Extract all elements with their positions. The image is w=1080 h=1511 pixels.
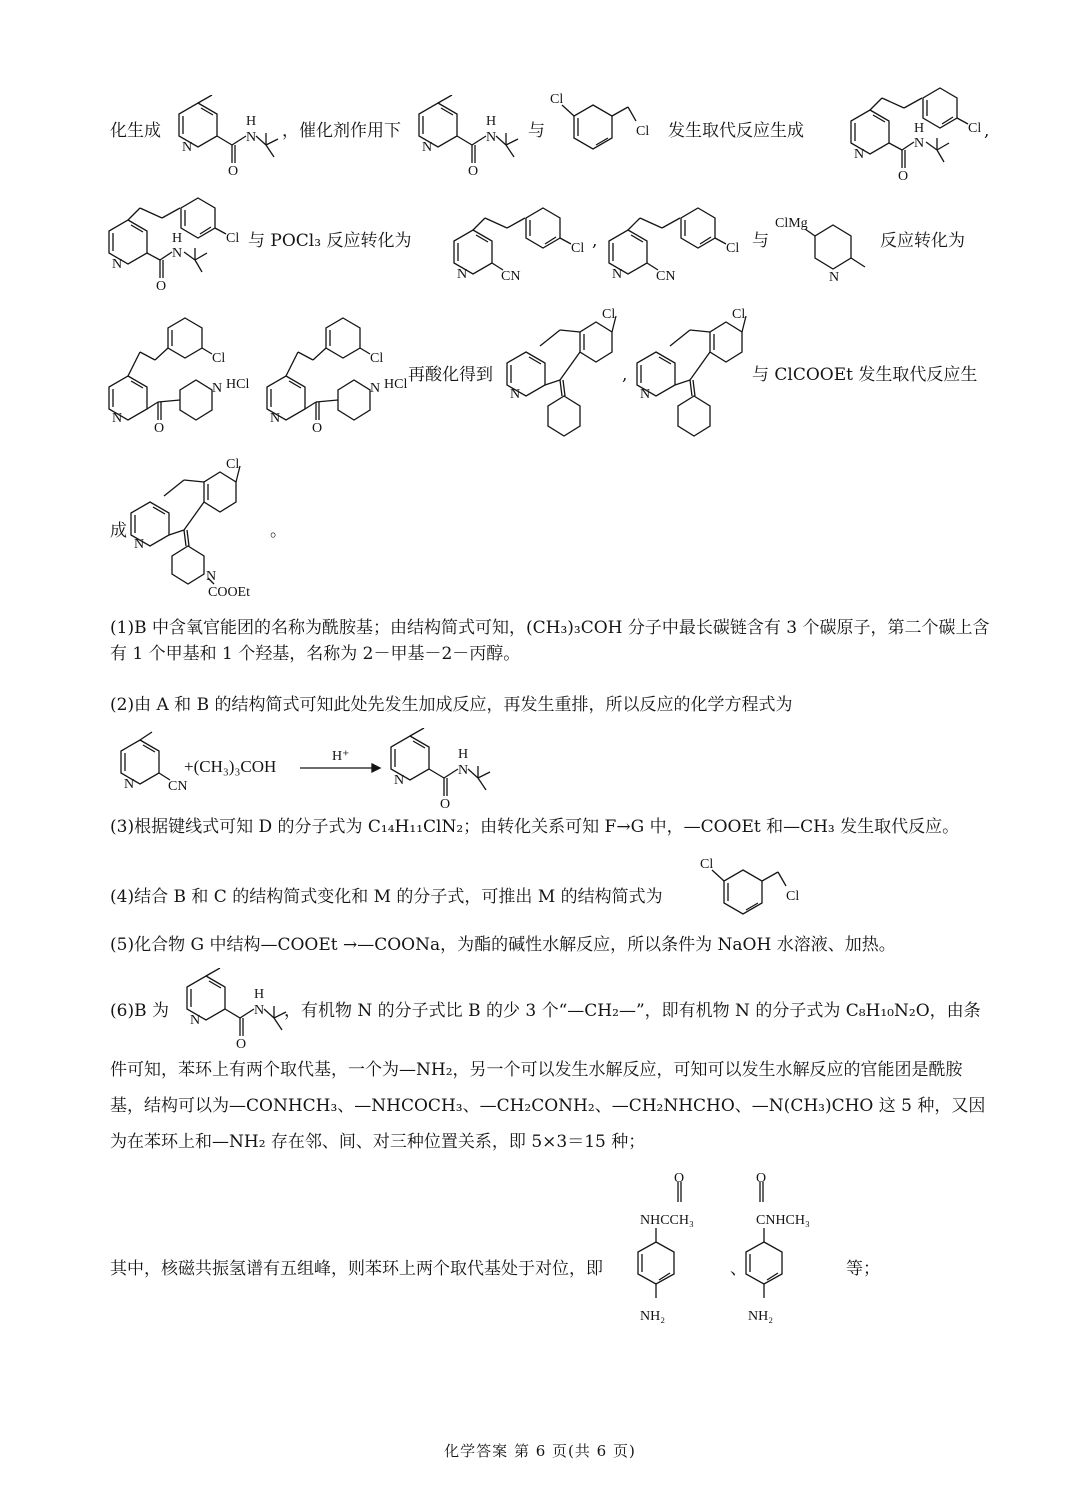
molecule-m-answer bbox=[698, 850, 818, 925]
row1-text-2: ，催化剂作用下 bbox=[282, 121, 401, 141]
row3-text-2: 与 ClCOOEt 发生取代反应生 bbox=[752, 365, 978, 385]
answer-5: (5)化合物 G 中结构—COOEt →—COONa，为酯的碱性水解反应，所以条件为 NaOH 水溶液、加热。 bbox=[110, 935, 896, 955]
svg-text:Cl: Cl bbox=[212, 351, 226, 366]
answer-6-body: 件可知，苯环上有两个取代基，一个为—NH₂，另一个可以发生水解反应，可知可以发生水解反应的官能团是酰胺基，结构可以为—CONHCH₃、—NHCOCH₃、—CH₂CONH₂、—CH₂NHCHO、—N(CH₃)CHO 这 5 种，又因为在苯环上和—NH₂ 存在邻、间、对三种位置关系，即 5×3＝15 种； bbox=[110, 1060, 986, 1152]
svg-text:N: N bbox=[270, 411, 281, 426]
molecule-b-equation bbox=[382, 728, 492, 808]
svg-text:CNHCH₃: CNHCH₃ bbox=[756, 1213, 810, 1228]
svg-text:CN: CN bbox=[168, 779, 188, 794]
molecule-c-row2 bbox=[100, 190, 250, 300]
svg-text:NH₂: NH₂ bbox=[640, 1309, 666, 1324]
answer-6-separator: 、 bbox=[730, 1259, 747, 1279]
row1-text-3: 与 bbox=[528, 121, 545, 141]
svg-text:Cl: Cl bbox=[550, 92, 564, 107]
row4-text-2: 。 bbox=[270, 521, 287, 541]
svg-text:N: N bbox=[246, 130, 257, 145]
svg-text:N: N bbox=[190, 1013, 201, 1028]
svg-text:N: N bbox=[854, 147, 865, 162]
svg-text:N: N bbox=[254, 1003, 265, 1018]
svg-text:O: O bbox=[156, 279, 167, 294]
row2-comma: , bbox=[592, 231, 598, 251]
answer-4: (4)结合 B 和 C 的结构简式变化和 M 的分子式，可推出 M 的结构简式为 bbox=[110, 887, 663, 907]
svg-text:N: N bbox=[206, 569, 217, 584]
svg-text:COOEt: COOEt bbox=[208, 585, 250, 600]
molecule-n-2 bbox=[742, 1168, 852, 1328]
svg-text:N: N bbox=[458, 763, 469, 778]
svg-text:Cl: Cl bbox=[370, 351, 384, 366]
svg-text:+(CH₃)₃COH: +(CH₃)₃COH bbox=[184, 757, 277, 776]
svg-text:N: N bbox=[510, 387, 521, 402]
svg-text:O: O bbox=[898, 169, 909, 184]
row1-text-4: 发生取代反应生成 bbox=[668, 121, 804, 141]
svg-text:H: H bbox=[486, 114, 497, 129]
svg-text:N: N bbox=[486, 130, 497, 145]
svg-text:N: N bbox=[394, 773, 405, 788]
row1-text-1: 化生成 bbox=[110, 121, 161, 141]
svg-text:HCl: HCl bbox=[226, 377, 250, 392]
svg-text:N: N bbox=[134, 537, 145, 552]
svg-text:Cl: Cl bbox=[226, 457, 240, 472]
row1-comma: , bbox=[984, 121, 990, 141]
svg-text:O: O bbox=[756, 1171, 767, 1186]
row4-text-1: 成 bbox=[110, 521, 127, 541]
row3-text-1: 再酸化得到 bbox=[408, 365, 493, 385]
row3-comma: , bbox=[622, 365, 628, 385]
page-footer: 化学答案 第 6 页(共 6 页) bbox=[444, 1442, 636, 1460]
molecule-m-row1 bbox=[548, 85, 658, 165]
svg-text:N: N bbox=[212, 381, 223, 396]
svg-text:H: H bbox=[172, 231, 183, 246]
svg-text:NHCCH₃: NHCCH₃ bbox=[640, 1213, 694, 1228]
svg-text:Cl: Cl bbox=[968, 121, 982, 136]
svg-text:HCl: HCl bbox=[384, 377, 408, 392]
molecule-g bbox=[122, 450, 267, 600]
svg-text:N: N bbox=[124, 777, 135, 792]
answer-1: (1)B 中含氧官能团的名称为酰胺基；由结构简式可知，(CH₃)₃COH 分子中最长碳链含有 3 个碳原子，第二个碳上含有 1 个甲基和 1 个羟基，名称为 2－甲基－2－丙醇。 bbox=[110, 618, 990, 664]
svg-text:N: N bbox=[422, 140, 433, 155]
svg-text:Cl: Cl bbox=[226, 231, 240, 246]
svg-text:CN: CN bbox=[501, 269, 521, 284]
answer-6-end: 等； bbox=[846, 1259, 880, 1279]
svg-text:Cl: Cl bbox=[571, 241, 585, 256]
answer-6-text: ，有机物 N 的分子式比 B 的少 3 个“—CH₂—”，即有机物 N 的分子式为 C₈H₁₀N₂O，由条 bbox=[284, 1001, 981, 1021]
svg-text:N: N bbox=[612, 267, 623, 282]
svg-text:O: O bbox=[236, 1037, 247, 1048]
row2-text-2: 与 bbox=[752, 231, 769, 251]
svg-text:Cl: Cl bbox=[732, 307, 746, 322]
molecule-grignard bbox=[775, 205, 885, 285]
svg-text:N: N bbox=[112, 257, 123, 272]
svg-text:O: O bbox=[440, 797, 451, 808]
molecule-f-2 bbox=[628, 300, 758, 445]
svg-text:N: N bbox=[640, 387, 651, 402]
molecule-b-answer6 bbox=[178, 968, 288, 1048]
svg-text:Cl: Cl bbox=[700, 857, 714, 872]
svg-text:O: O bbox=[468, 164, 479, 175]
molecule-e-2 bbox=[258, 310, 428, 435]
svg-text:N: N bbox=[829, 270, 840, 285]
answer-6-prefix: (6)B 为 bbox=[110, 1001, 169, 1021]
svg-text:Cl: Cl bbox=[786, 889, 800, 904]
molecule-b-row1b bbox=[410, 95, 520, 175]
svg-text:NH₂: NH₂ bbox=[748, 1309, 774, 1324]
svg-text:H⁺: H⁺ bbox=[332, 749, 350, 764]
answer-3: (3)根据键线式可知 D 的分子式为 C₁₄H₁₁ClN₂；由转化关系可知 F→G 中，—COOEt 和—CH₃ 发生取代反应。 bbox=[110, 817, 960, 837]
svg-text:O: O bbox=[674, 1171, 685, 1186]
svg-text:H: H bbox=[254, 987, 265, 1002]
row2-text-1: 与 POCl₃ 反应转化为 bbox=[248, 231, 412, 251]
molecule-d-row2a bbox=[445, 200, 598, 290]
molecule-f-1 bbox=[498, 300, 628, 445]
svg-text:Cl: Cl bbox=[726, 241, 740, 256]
svg-text:N: N bbox=[457, 267, 468, 282]
molecule-b-row1 bbox=[170, 95, 280, 175]
row2-text-3: 反应转化为 bbox=[880, 231, 965, 251]
svg-text:ClMg: ClMg bbox=[775, 216, 808, 231]
svg-text:N: N bbox=[172, 246, 183, 261]
molecule-d-row2b bbox=[600, 200, 750, 290]
svg-text:N: N bbox=[914, 136, 925, 151]
svg-text:Cl: Cl bbox=[602, 307, 616, 322]
svg-text:N: N bbox=[112, 411, 123, 426]
molecule-e-1 bbox=[100, 310, 270, 435]
svg-text:N: N bbox=[370, 381, 381, 396]
answer-2: (2)由 A 和 B 的结构简式可知此处先发生加成反应，再发生重排，所以反应的化学方程式为 bbox=[110, 695, 793, 715]
svg-text:N: N bbox=[182, 140, 193, 155]
answer-6-nmr: 其中，核磁共振氢谱有五组峰，则苯环上两个取代基处于对位，即 bbox=[110, 1259, 603, 1279]
molecule-c-row1 bbox=[842, 80, 992, 190]
svg-text:O: O bbox=[154, 421, 165, 435]
molecule-n-1 bbox=[628, 1168, 738, 1328]
svg-text:Cl: Cl bbox=[636, 124, 650, 139]
svg-text:O: O bbox=[228, 164, 239, 175]
svg-text:O: O bbox=[312, 421, 323, 435]
svg-text:H: H bbox=[914, 121, 925, 136]
svg-text:H: H bbox=[246, 114, 257, 129]
svg-text:H: H bbox=[458, 747, 469, 762]
svg-text:CN: CN bbox=[656, 269, 676, 284]
